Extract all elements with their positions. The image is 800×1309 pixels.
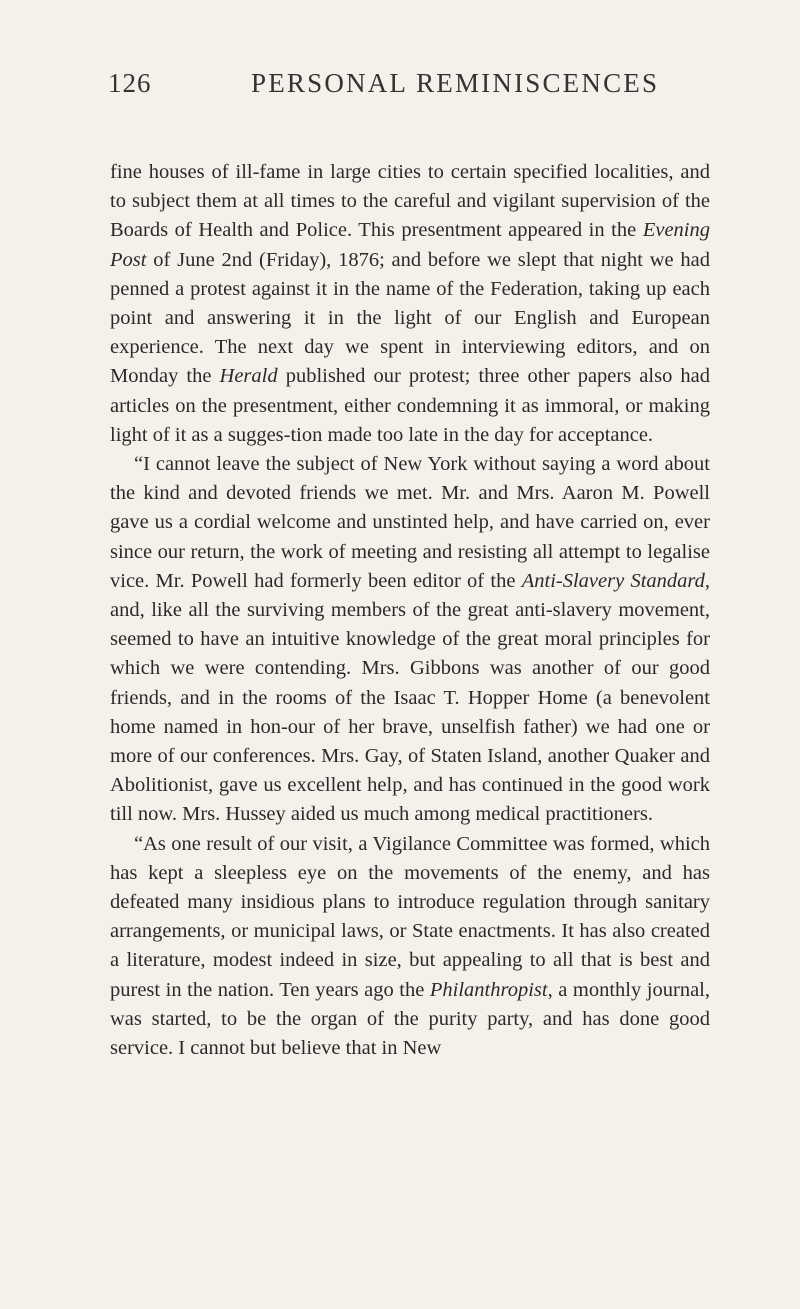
paragraph-3 <box>110 830 710 1064</box>
paragraph-3-text-a: “As one result of our visit, a Vigilance Committee was formed, which has kept a sleepless eye on the movements of the enemy, and has defeated many insidious plans to introduce regulation through sanitary arrangements, or municipal laws, or State enactments. It has also created a literature, modest indeed in size, but appealing to all that is best and purest in the nation. Ten years ago the <box>110 832 710 1001</box>
paragraph-2-text-a: “I cannot leave the subject of New York without saying a word about the kind and devoted friends we met. Mr. and Mrs. Aaron M. Powell gave us a cordial welcome and unstinted help, and have carried on, ever since our return, the work of meeting and resisting all attempt to legalise vice. Mr. Powell had formerly been editor of the <box>110 453 710 592</box>
running-title: PERSONAL REMINISCENCES <box>251 68 660 98</box>
paragraph-1 <box>110 158 710 450</box>
paragraph-3-text-b: , a monthly journal, was started, to be the organ of the purity party, and has done good service. I cannot but believe that in New <box>110 978 710 1060</box>
paragraph-2-text-b: , and, like all the surviving members of the great anti-slavery movement, seemed to have an intuitive knowledge of the great moral principles for which we were contending. Mrs. Gibbons was another of our good friends, and in the rooms of the Isaac T. Hopper Home (a benevolent home named in hon-our of her brave, unselfish father) we had one or more of our conferences. Mrs. Gay, of Staten Island, another Quaker and Abolitionist, gave us excellent help, and has continued in the good work till now. Mrs. Hussey aided us much among medical practitioners. <box>110 569 711 826</box>
paragraph-1-text-a: fine houses of ill-fame in large cities to certain specified localities, and to subject them at all times to the careful and vigilant supervision of the Boards of Health and Police. This presentment appeared in the <box>110 161 710 242</box>
philanthropist-title: Philanthropist <box>429 978 548 1001</box>
page-number: 126 <box>108 68 152 98</box>
body-text <box>110 158 710 1063</box>
evening-post-title: Evening Post <box>110 219 710 271</box>
running-head <box>108 68 708 108</box>
herald-title: Herald <box>219 365 278 388</box>
paragraph-2 <box>110 450 710 830</box>
paragraph-1-text-c: published our protest; three other papers also had articles on the presentment, either condemning it as immoral, or making light of it as a sugges-tion made too late in the day for acceptance. <box>110 365 710 446</box>
anti-slavery-standard-title: Anti-Slavery Standard <box>521 569 705 592</box>
paragraph-1-text-b: of June 2nd (Friday), 1876; and before we slept that night we had penned a protest against it in the name of the Federation, taking up each point and answering it in the light of our English and European experience. The next day we spent in interviewing editors, and on Monday the <box>110 248 710 388</box>
